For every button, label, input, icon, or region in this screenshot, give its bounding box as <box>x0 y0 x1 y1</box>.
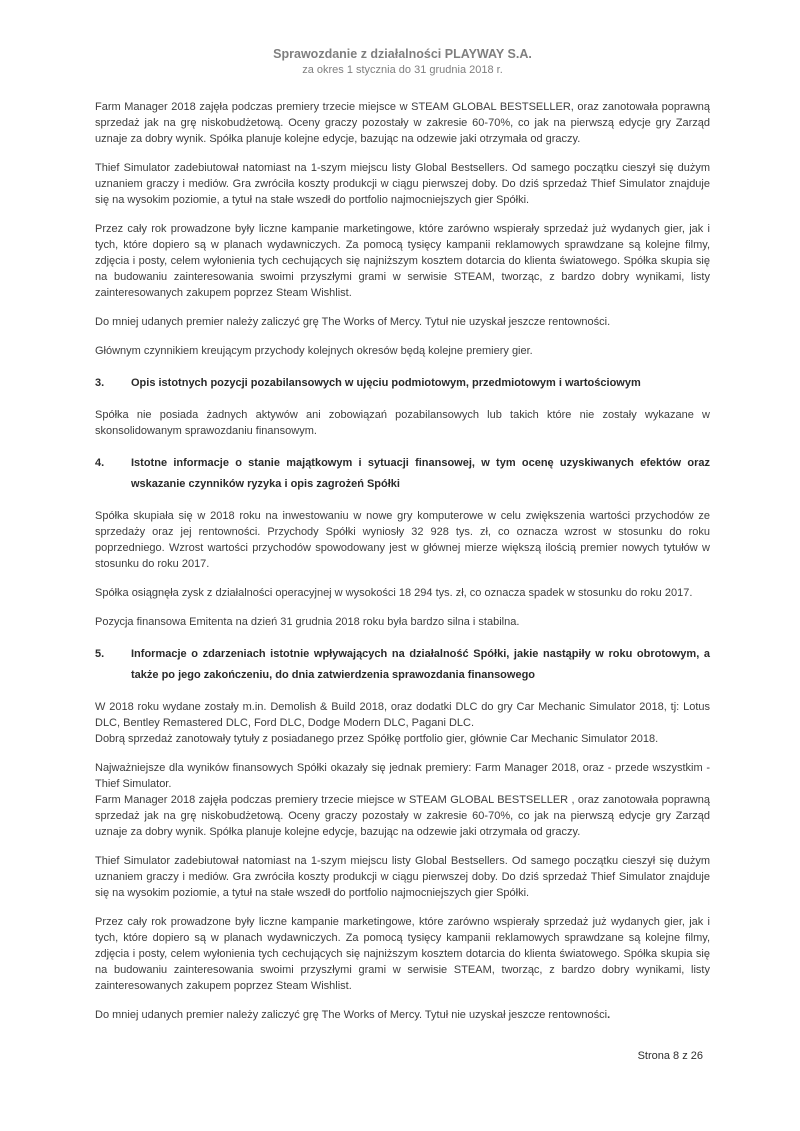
section-heading-4 <box>95 453 710 495</box>
section-heading-5 <box>95 644 710 686</box>
paragraph-thief-simulator-debut-repeat: Thief Simulator zadebiutował natomiast na 1-szym miejscu listy Global Bestsellers. Od samego początku cieszył się dużym uznaniem graczy i mediów. Gra zwróciła koszty produkcji w ciągu pierwszej doby. Do dziś sprzedaż Thief Simulator znajduje się na wysokim poziomie, a tytuł na stałe wszedł do portfolio najmocniejszych gier Spółki. <box>95 855 710 899</box>
paragraph-revenue-driver: Głównym czynnikiem kreującym przychody kolejnych okresów będą kolejne premiery gier. <box>95 345 533 357</box>
paragraph-farm-manager-premiere-repeat: Farm Manager 2018 zajęła podczas premiery trzecie miejsce w STEAM GLOBAL BESTSELLER , oraz zanotowała poprawną sprzedaż jak na grę niskobudżetową. Oceny graczy pozostały w zakresie 60-70%, co jak na pierwszą edycje gry Zarząd uznaje za dobry wynik. Spółka planuje kolejne edycje, bazując na odzewie jaki otrzymała od graczy. <box>95 794 710 838</box>
page-footer <box>638 1048 703 1064</box>
paragraph-farm-manager-premiere: Farm Manager 2018 zajęła podczas premiery trzecie miejsce w STEAM GLOBAL BESTSELLER, oraz zanotowała poprawną sprzedaż jak na grę niskobudżetową. Oceny graczy pozostały w zakresie 60-70%, co jak na pierwszą edycje gry Zarząd uznaje za dobry wynik. Spółka planuje kolejne edycje, bazując na odzewie jaki otrzymała od graczy. <box>95 101 710 145</box>
section-number: 4. <box>95 457 105 469</box>
section-title: Informacje o zdarzeniach istotnie wpływających na działalność Spółki, jakie nastąpiły w roku obrotowym, a także po jego zakończeniu, do dnia zatwierdzenia sprawozdania finansowego <box>131 648 710 681</box>
paragraph-2018-releases: W 2018 roku wydane zostały m.in. Demolish & Build 2018, oraz dodatki DLC do gry Car Mechanic Simulator 2018, tj: Lotus DLC, Bentley Remastered DLC, Ford DLC, Dodge Modern DLC, Pagani DLC. <box>95 701 710 729</box>
section-title: Istotne informacje o stanie majątkowym i sytuacji finansowej, w tym ocenę uzyskiwanych efektów oraz wskazanie czynników ryzyka i opis zagrożeń Spółki <box>131 457 710 490</box>
section-title: Opis istotnych pozycji pozabilansowych w ujęciu podmiotowym, przedmiotowym i wartościowym <box>131 377 641 389</box>
paragraph-works-of-mercy: Do mniej udanych premier należy zaliczyć grę The Works of Mercy. Tytuł nie uzyskał jeszcze rentowności. <box>95 316 611 328</box>
report-header <box>95 46 710 78</box>
section-number: 5. <box>95 648 105 660</box>
paragraph-operating-profit: Spółka osiągnęła zysk z działalności operacyjnej w wysokości 18 294 tys. zł, co oznacza spadek w stosunku do roku 2017. <box>95 587 693 599</box>
section-heading-3 <box>95 373 710 394</box>
report-subtitle: za okres 1 stycznia do 31 grudnia 2018 r. <box>302 64 503 76</box>
report-body <box>95 99 710 1023</box>
page-number: Strona 8 z 26 <box>637 1050 703 1062</box>
paragraph-off-balance: Spółka nie posiada żadnych aktywów ani zobowiązań pozabilansowych lub takich które nie zostały wykazane w skonsolidowanym sprawozdaniu finansowym. <box>95 409 710 437</box>
paragraph-marketing-campaigns: Przez cały rok prowadzone były liczne kampanie marketingowe, które zarówno wspierały sprzedaż już wydanych gier, jak i tych, które dopiero są w planach wydawniczych. Za pomocą tysięcy kampanii reklamowych sprawdzane są kolejne filmy, zdjęcia i posty, celem wyłonienia tych cechujących się najniższym kosztem dotarcia do klienta światowego. Spółka skupia się na budowaniu zainteresowania swoimi przyszłymi grami w serwisie STEAM, tworząc, z bardzo dobry wynikami, listy zainteresowanych zakupem poprzez Steam Wishlist. <box>95 223 710 299</box>
section-number: 3. <box>95 377 105 389</box>
paragraph-revenue-2018: Spółka skupiała się w 2018 roku na inwestowaniu w nowe gry komputerowe w celu zwiększenia wartości przychodów ze sprzedaży oraz jej rentowności. Przychody Spółki wyniosły 32 928 tys. zł, co oznacza wzrost w stosunku do roku poprzedniego. Wzrost wartości przychodów spowodowany jest w głównej mierze większą ilością premier nowych tytułów w stosunku do roku 2017. <box>95 510 710 570</box>
paragraph-thief-simulator-debut: Thief Simulator zadebiutował natomiast na 1-szym miejscu listy Global Bestsellers. Od samego początku cieszył się dużym uznaniem graczy i mediów. Gra zwróciła koszty produkcji w ciągu pierwszej doby. Do dziś sprzedaż Thief Simulator znajduje się na wysokim poziomie, a tytuł na stałe wszedł do portfolio najmocniejszych gier Spółki. <box>95 162 710 206</box>
paragraph-marketing-campaigns-repeat: Przez cały rok prowadzone były liczne kampanie marketingowe, które zarówno wspierały sprzedaż już wydanych gier, jak i tych, które dopiero są w planach wydawniczych. Za pomocą tysięcy kampanii reklamowych sprawdzane są kolejne filmy, zdjęcia i posty, celem wyłonienia tych cechujących się najniższym kosztem dotarcia do klienta światowego. Spółka skupia się na budowaniu zainteresowania swoimi przyszłymi grami w serwisie STEAM, tworząc, z bardzo dobry wynikami, listy zainteresowanych zakupem poprzez Steam Wishlist. <box>95 916 710 992</box>
paragraph-key-premieres: Najważniejsze dla wyników finansowych Spółki okazały się jednak premiery: Farm Manager 2018, oraz - przede wszystkim - Thief Simulator. <box>95 762 710 790</box>
bold-period: . <box>607 1009 611 1021</box>
paragraph-financial-position: Pozycja finansowa Emitenta na dzień 31 grudnia 2018 roku była bardzo silna i stabilna. <box>95 616 520 628</box>
paragraph-works-of-mercy-repeat <box>95 1007 710 1023</box>
paragraph-text: Do mniej udanych premier należy zaliczyć grę The Works of Mercy. Tytuł nie uzyskał jeszcze rentowności <box>95 1009 608 1021</box>
paragraph-portfolio-sales: Dobrą sprzedaż zanotowały tytuły z posiadanego przez Spółkę portfolio gier, głównie Car Mechanic Simulator 2018. <box>95 733 659 745</box>
report-title: Sprawozdanie z działalności PLAYWAY S.A. <box>273 47 532 61</box>
